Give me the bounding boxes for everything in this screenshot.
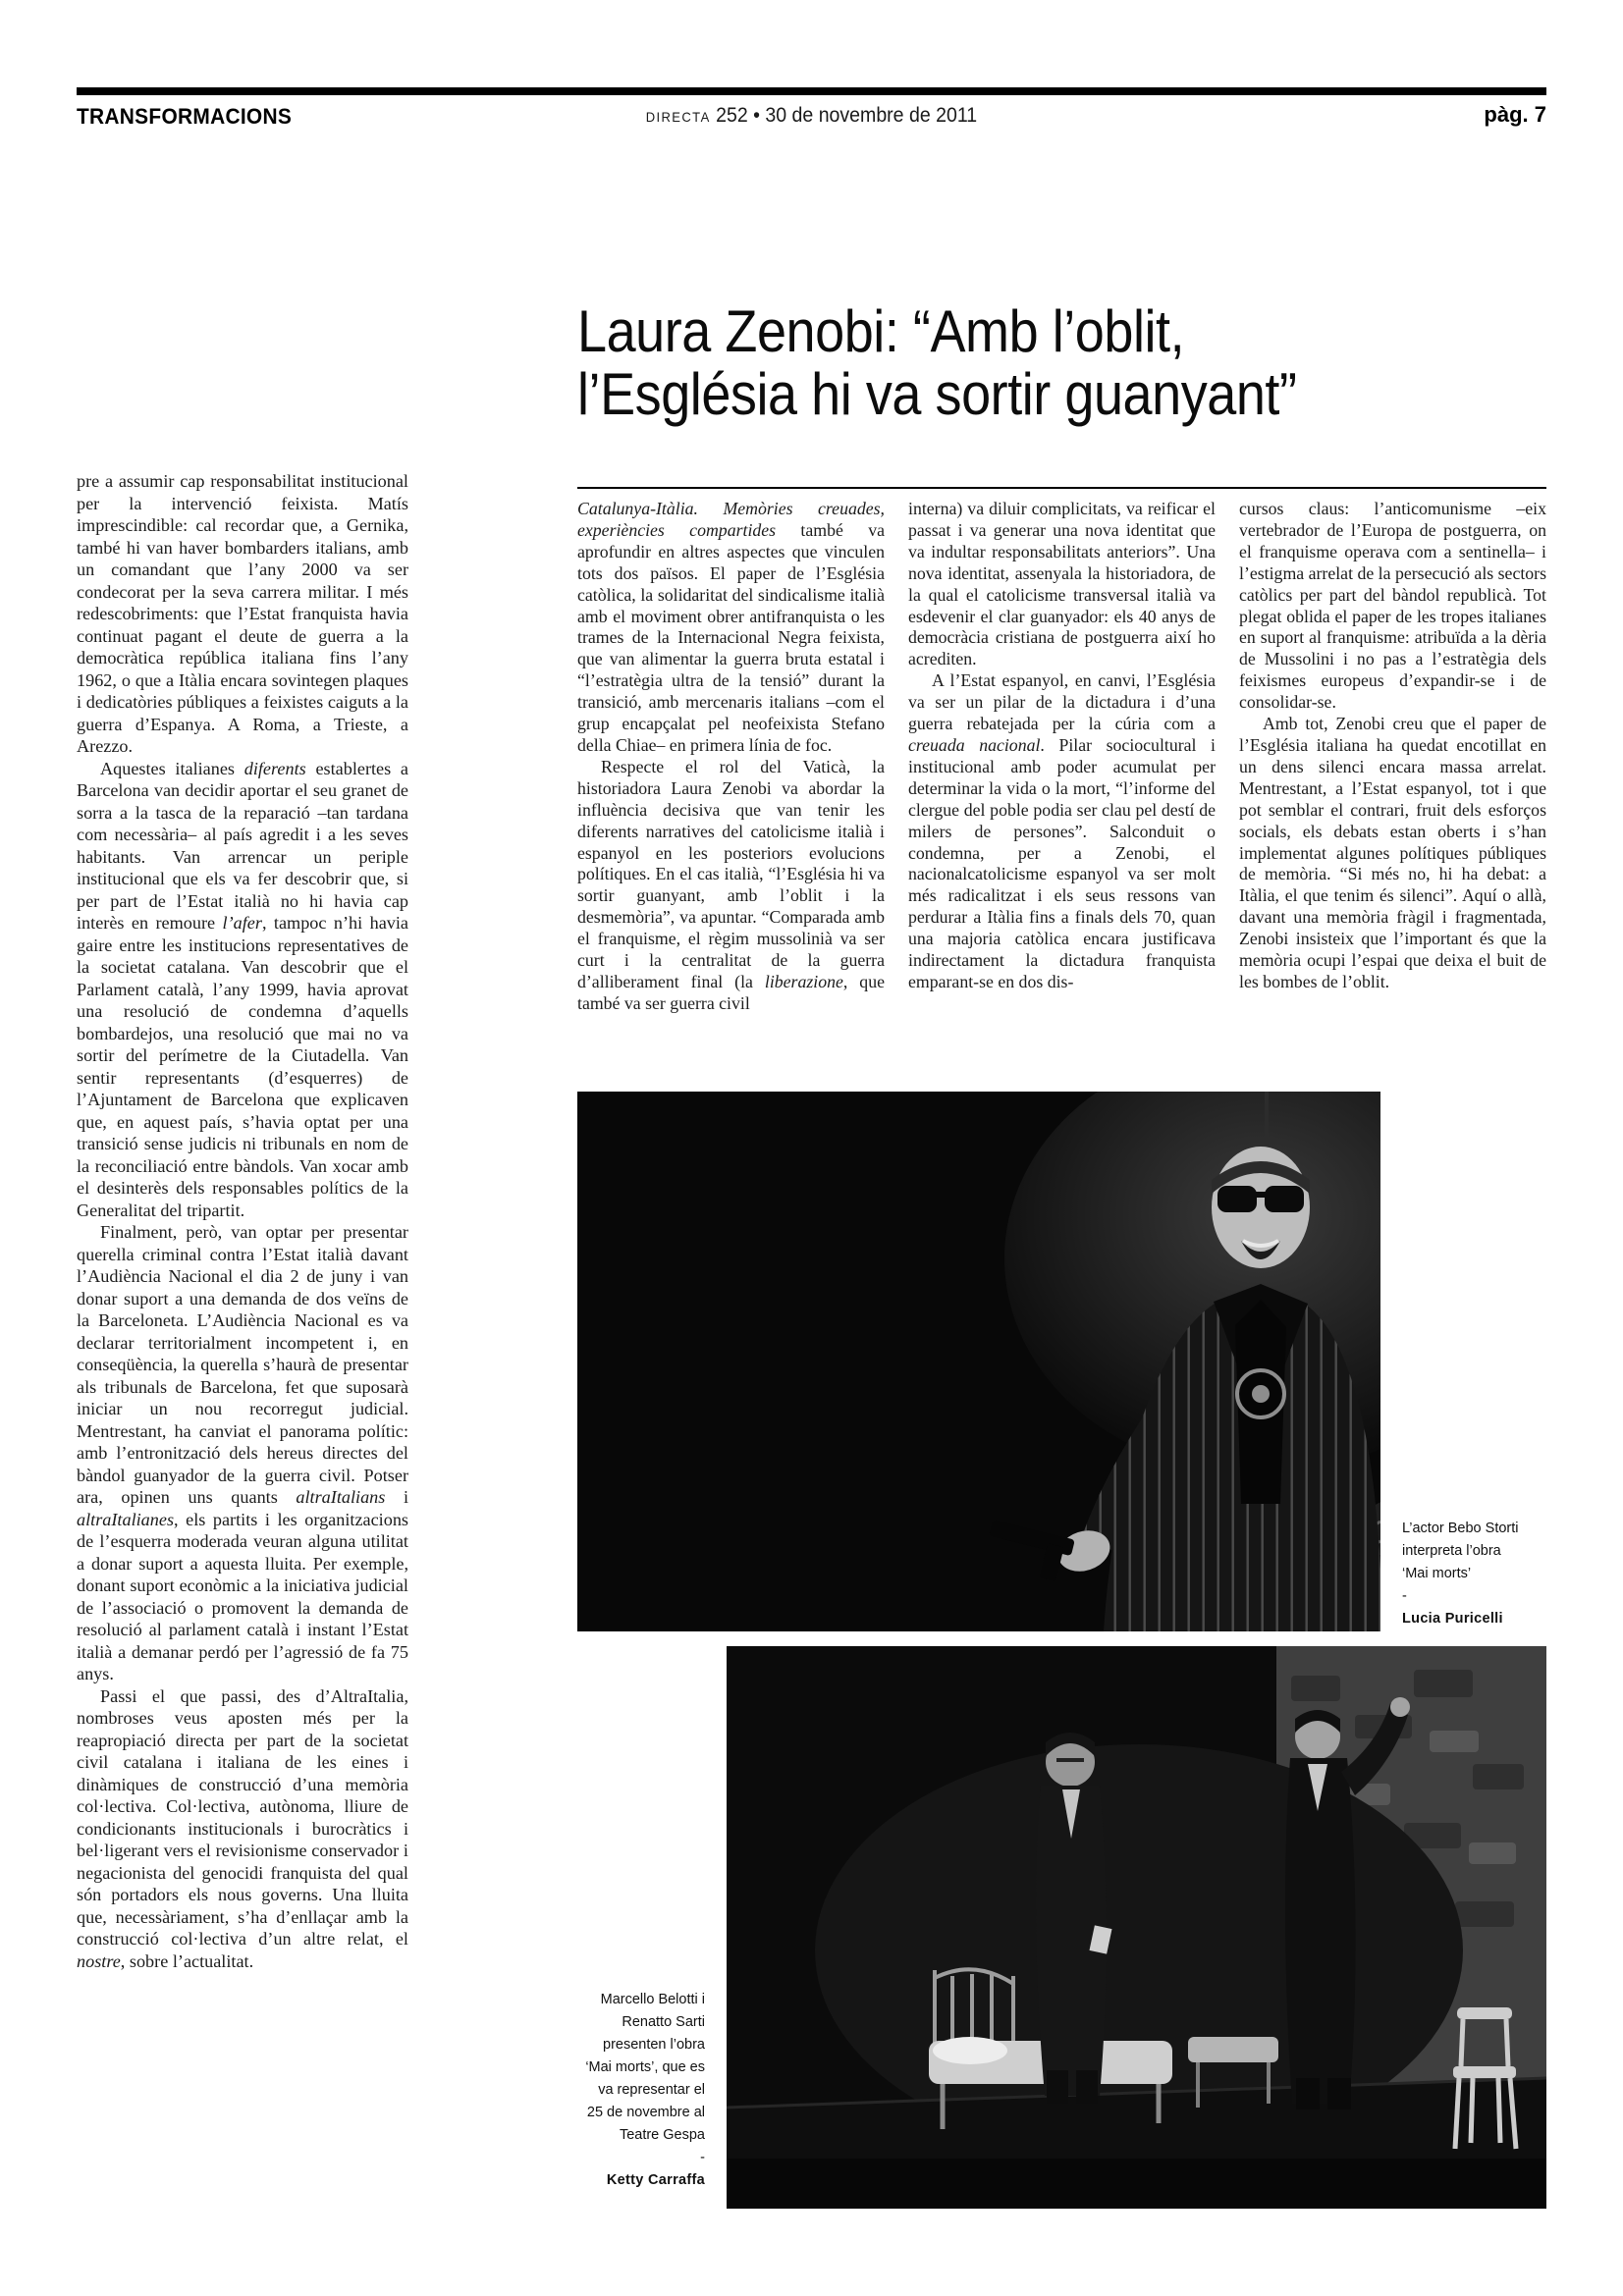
paragraph: Catalunya-Itàlia. Memòries creuades, experiències compartides també va aprofundir en altres aspectes que vinculen tots dos països. El paper de l’Església catòlica, la solidaritat del sindicalisme italià amb el moviment obrer antifranquista o les trames de la Internacional Negra feixista, que van alimentar la guerra bruta estatal i “l’estratègia ultra de la tensió” durant la transició, amb mercenaris italians –com el grup encapçalat pel neofeixista Stefano della Chiae– en primera línia de foc. — [577, 499, 885, 755]
paragraph: Amb tot, Zenobi creu que el paper de l’Església italiana ha quedat encotillat en un dens silenci encara massa arrelat. Mentrestant, a l’Estat espanyol, tot i que pot semblar el contrari, fruit dels esforços socials, els debats estan oberts i s’han implementat algunes polítiques públiques de memòria. “Si més no, hi ha debat: a Itàlia, el que tenim és silenci”. Aquí o allà, davant una memòria fràgil i fragmentada, Zenobi insisteix que l’important és que la memòria ocupi l’espai que deixa el buit de les bombes de l’oblit. — [1239, 714, 1546, 991]
page-number: pàg. 7 — [1484, 102, 1546, 127]
caption-line: - — [700, 2150, 705, 2165]
photo-actor-bebo-storti — [577, 1092, 1380, 1631]
paragraph: Passi el que passi, des d’AltraItalia, nombroses veus aposten més per la reapropiació directa per part de la societat civil catalana i italiana de les eines i dinàmiques de construcció d’una memòria col·lectiva. Col·lectiva, autònoma, lliure de condicionants institucionals i burocràtics i bel·ligerant vers el revisionisme conservador i negacionista del genocidi franquista del qual són portadors els nous governs. Una lluita que, necessàriament, s’ha d’enllaçar amb la construcció col·lectiva d’un altre relat, el nostre, sobre l’actualitat. — [77, 1685, 408, 1971]
issue-number: 252 — [716, 104, 748, 127]
caption-line: L’actor Bebo Storti — [1402, 1521, 1519, 1536]
caption-line: va representar el — [598, 2082, 705, 2098]
masthead-name: DIRECTA — [645, 109, 711, 125]
headline-line-2: l’Església hi va sortir guanyant” — [577, 361, 1297, 427]
photo-stage-mai-morts — [727, 1646, 1546, 2209]
issue-date: 30 de novembre de 2011 — [765, 104, 978, 127]
caption-line: ‘Mai morts’ — [1402, 1566, 1472, 1581]
caption-line: Teatre Gespa — [619, 2127, 705, 2143]
paragraph: interna) va diluir complicitats, va reificar el passat i va generar una nova identitat que va indultar responsabilitats anteriors”. Una nova identitat, assenyala la historiadora, de la qual el catolicisme transversal italià va esdevenir el clar guanyador: els 40 anys de democràcia cristiana de postguerra així ho acrediten. — [908, 499, 1216, 669]
article-body — [577, 499, 1546, 1088]
paragraph: A l’Estat espanyol, en canvi, l’Església va ser un pilar de la dictadura i d’una guerra rebatejada per la cúria com a creuada nacional. Pilar sociocultural i institucional amb poder acumulat per determinar la vida o la mort, “l’informe del clergue del poble podia ser clau pel destí de milers de persones”. Salconduit o condemna, per a Zenobi, el nacionalcatolicisme espanyol va ser molt més radicalitzat i els seus ressons van perdurar a Itàlia fins a finals dels 70, quan una majoria catòlica encara justificava indirectament la dictadura franquista emparant-se en dos dis- — [908, 670, 1216, 991]
paragraph: cursos claus: l’anticomunisme –eix vertebrador de l’Europa de postguerra, on el franquisme operava com a sentinella– i l’estigma arrelat de la persecució als sectors catòlics per part del bàndol republicà. Tot plegat oblida el paper de les tropes italianes en suport al franquisme: atribuïda a la dèria de Mussolini i no pas a l’estratègia dels feixismes europeus d’expandir-se i de consolidar-se. — [1239, 499, 1546, 713]
left-article-column — [77, 470, 408, 2227]
paragraph: Aquestes italianes diferents establertes a Barcelona van decidir aportar el seu granet de sorra a la tasca de la reparació –tan tardana com necessària– al país agredit i a les seves habitants. Van arrencar un periple institucional que els va fer descobrir que, si per part de l’Estat italià no hi havia cap interès en remoure l’afer, tampoc n’hi havia gaire entre les institucions representatives de la societat catalana. Van descobrir que el Parlament català, l’any 1999, havia aprovat una resolució de condemna d’aquells bombardejos, una resolució que mai no va sortir del perímetre de la Ciutadella. Van sentir representants (d’esquerres) de l’Ajuntament de Barcelona que explicaven que, en aquest país, s’havia optat per una transició sense judicis ni tribunals en nom de la reconciliació entre bàndols. Van xocar amb el desinterès dels responsables polítics de la Generalitat del tripartit. — [77, 758, 408, 1220]
photo-credit: Lucia Puricelli — [1402, 1611, 1503, 1627]
paragraph: pre a assumir cap responsabilitat institucional per la intervenció feixista. Matís imprescindible: cal recordar que, a Gernika, també hi van haver bombarders italians, amb un comandant que l’any 2000 va ser condecorat per la seva carrera militar. I més redescobriments: que l’Estat franquista havia continuat pagant el deute de guerra a la democràtica república italiana fins l’any 1962, o que a Itàlia encara sovintegen plaques i dedicatòries públiques a feixistes caiguts a la guerra d’Espanya. A Roma, a Trieste, a Arezzo. — [77, 471, 408, 756]
issue-separator: • — [753, 104, 761, 127]
photo-credit: Ketty Carraffa — [606, 2172, 705, 2188]
paragraph: Finalment, però, van optar per presentar querella criminal contra l’Estat italià davant l’Audiència Nacional el dia 2 de juny i van donar suport a una demanda de dos veïns de la Barceloneta. L’Audiència Nacional es va declarar territorialment incompetent i, en conseqüència, la querella s’haurà de presentar als tribunals de Barcelona, fet que suposarà iniciar un nou recorregut judicial. Mentrestant, ha canviat el panorama polític: amb l’entronització dels hereus directes del bàndol guanyador de la guerra civil. Potser ara, opinen uns quants altraItalians i altraItalianes, els partits i les organitzacions de l’esquerra moderada veuran alguna utilitat a donar suport a aquesta lluita. Per exemple, donant suport econòmic a la iniciativa judicial de l’associació o promovent la demanda de resolució al parlament català i instant l’Estat italià a demanar perdó per l’agressió de fa 75 anys. — [77, 1222, 408, 1683]
photo-caption-2 — [489, 1989, 705, 2192]
article-headline — [577, 300, 1297, 426]
article-column-1 — [577, 499, 885, 1088]
section-label: TRANSFORMACIONS — [77, 104, 293, 129]
caption-line: ‘Mai morts’, que es — [585, 2059, 705, 2075]
caption-line: Marcello Belotti i — [600, 1992, 705, 2007]
paragraph: Respecte el rol del Vaticà, la historiadora Laura Zenobi va abordar la influència decisiva que van tenir les diferents narratives del catolicisme italià i espanyol en les posteriors evolucions polítiques. En el cas italià, “l’Església hi va sortir guanyant, amb l’oblit i la desmemòria”, va apuntar. “Comparada amb el franquisme, el règim mussolinià va ser curt i la centralitat de la guerra d’alliberament final (la liberazione, que també va ser guerra civil — [577, 756, 885, 1013]
article-column-3 — [1239, 499, 1546, 1088]
headline-line-1: Laura Zenobi: “Amb l’oblit, — [577, 298, 1185, 364]
headline-divider — [577, 487, 1546, 489]
caption-line: 25 de novembre al — [586, 2105, 705, 2120]
photo-stage-illustration — [727, 1646, 1546, 2209]
article-column-2 — [908, 499, 1216, 1088]
caption-line: Renatto Sarti — [622, 2014, 705, 2030]
photo-actor-illustration — [577, 1092, 1380, 1631]
caption-line: - — [1402, 1588, 1407, 1604]
caption-line: interpreta l’obra — [1402, 1543, 1501, 1559]
photo-caption-1 — [1402, 1518, 1549, 1630]
caption-line: presenten l’obra — [603, 2037, 705, 2053]
header-rule — [77, 87, 1546, 95]
issue-line — [77, 104, 1546, 128]
